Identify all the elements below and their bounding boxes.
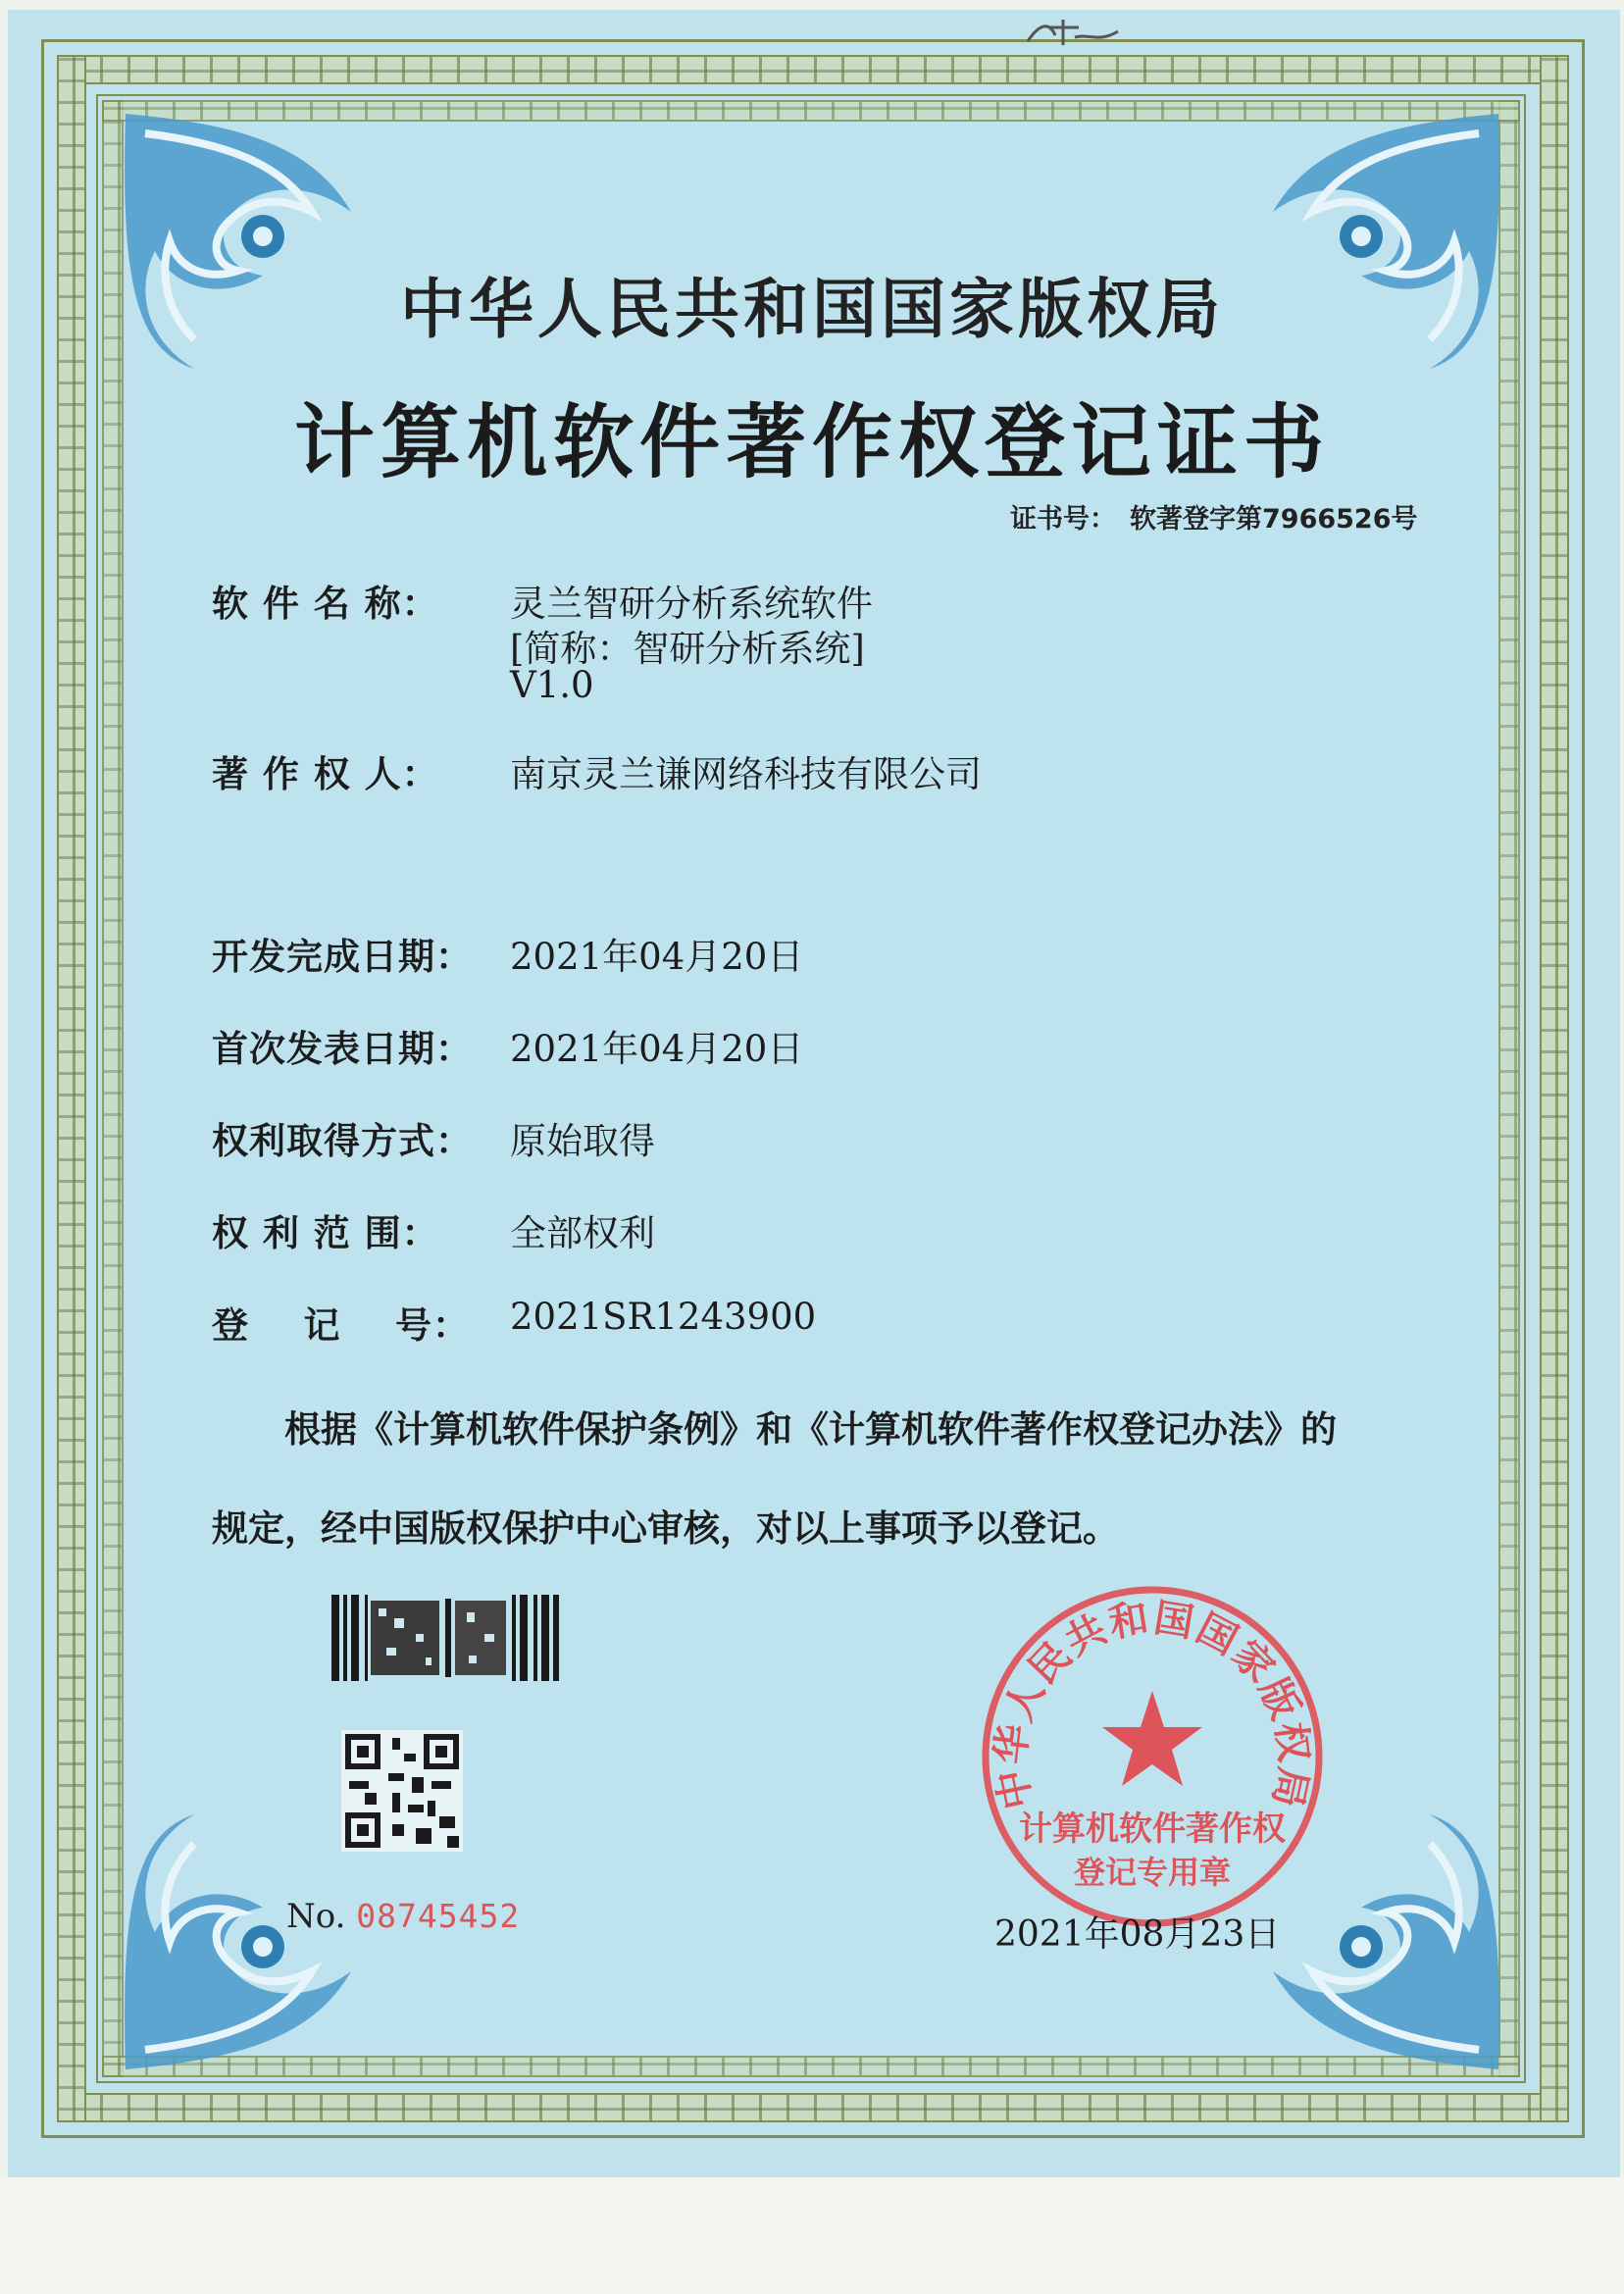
serial-value: 08745452 [356, 1897, 521, 1935]
scan-margin [0, 2177, 1624, 2294]
field-value: 全部权利 [510, 1212, 655, 1254]
statement-line1: 根据《计算机软件保护条例》和《计算机软件著作权登记办法》的 [284, 1407, 1337, 1451]
issuing-authority: 中华人民共和国国家版权局 [400, 271, 1224, 347]
seal-arc-text: 中华人民共和国国家版权局 [988, 1595, 1317, 1813]
greek-key-border-left [57, 55, 86, 2122]
field-label: 首次发表日期： [212, 1027, 473, 1070]
certificate-title: 计算机软件著作权登记证书 [293, 395, 1330, 489]
certificate-number-value: 软著登字第7966526号 [1130, 504, 1418, 535]
software-name-line2: [简称：智研分析系统] [510, 628, 865, 670]
software-version: V1.0 [510, 664, 594, 706]
seal-line1: 计算机软件著作权 [1019, 1810, 1286, 1849]
greek-key-border-right [1540, 55, 1569, 2122]
software-name-line1: 灵兰智研分析系统软件 [510, 583, 873, 625]
certificate-number [1010, 497, 1418, 535]
field-value: 原始取得 [510, 1120, 655, 1162]
qr-code [341, 1730, 463, 1852]
field-value: 南京灵兰谦网络科技有限公司 [510, 753, 982, 795]
greek-key-border-bottom [57, 2093, 1569, 2122]
field-label: 软 件 名 称： [212, 582, 439, 625]
field-value: 2021年04月20日 [510, 1028, 804, 1070]
field-value: 2021年04月20日 [510, 936, 804, 978]
statement-line2: 规定，经中国版权保护中心审核，对以上事项予以登记。 [212, 1506, 1119, 1550]
official-seal [971, 1575, 1334, 1938]
handwritten-mark [1020, 14, 1138, 53]
greek-key-border-top [57, 55, 1569, 84]
field-value: 2021SR1243900 [510, 1296, 817, 1338]
field-label: 权 利 范 围： [212, 1211, 439, 1254]
barcode [331, 1595, 561, 1681]
field-label: 开发完成日期： [212, 935, 473, 978]
field-label: 著 作 权 人： [212, 752, 439, 795]
serial-number [286, 1897, 520, 1936]
seal-line2: 登记专用章 [1073, 1854, 1232, 1891]
issue-date: 2021年08月23日 [994, 1914, 1281, 1955]
serial-label: No. [286, 1897, 346, 1936]
field-label: 权利取得方式： [212, 1119, 473, 1162]
field-label: 登 记 号： [212, 1303, 471, 1347]
certificate-number-label: 证书号： [1010, 504, 1116, 535]
